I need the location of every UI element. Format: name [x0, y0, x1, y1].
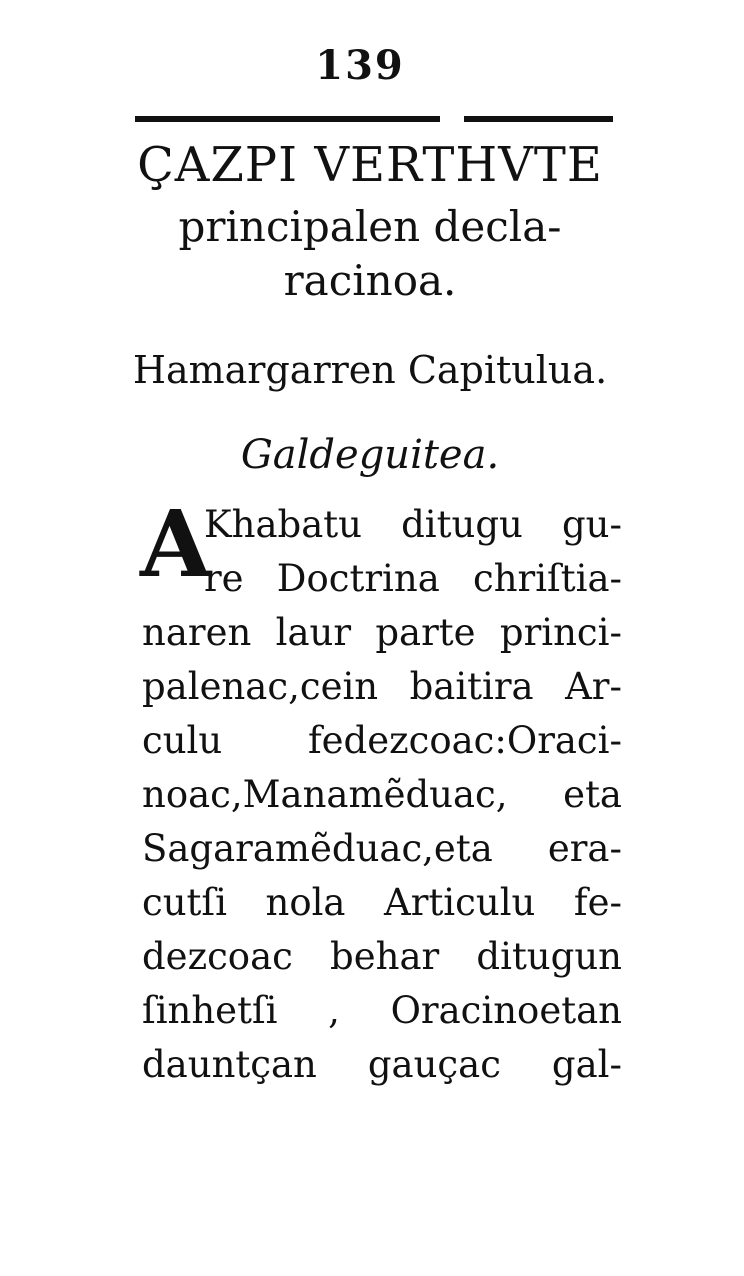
body-line: naren laur parte princi- — [142, 611, 622, 654]
body-line: dezcoac behar ditugun — [142, 935, 622, 978]
body-line: cutſi nola Articulu fe- — [142, 881, 622, 924]
header-rule-gap — [440, 114, 464, 124]
page-number: 139 — [315, 42, 405, 89]
body-line: dauntçan gauçac gal- — [142, 1043, 622, 1086]
body-line: Khabatu ditugu gu- — [204, 503, 622, 546]
body-line: culu fedezcoac:Oraci- — [142, 719, 622, 762]
body-line: palenac,cein baitira Ar- — [142, 665, 622, 708]
drop-cap: A — [140, 490, 212, 598]
body-line: re Doctrina chriſtia- — [204, 557, 622, 600]
section-heading: Galdeguitea. — [240, 432, 500, 478]
page-title: ÇAZPI VERTHVTE — [137, 137, 603, 193]
page-subtitle — [130, 200, 610, 308]
header-rule — [135, 116, 613, 122]
subtitle-line: racinoa. — [283, 256, 457, 305]
body-line: Sagaramẽduac,eta era- — [142, 827, 622, 870]
subtitle-line: principalen decla- — [178, 202, 562, 251]
chapter-heading: Hamargarren Capitulua. — [132, 348, 608, 392]
body-line: ſinhetſi , Oracinoetan — [142, 989, 622, 1032]
body-text — [140, 490, 622, 1092]
body-line: noac,Manamẽduac, eta — [142, 773, 622, 816]
